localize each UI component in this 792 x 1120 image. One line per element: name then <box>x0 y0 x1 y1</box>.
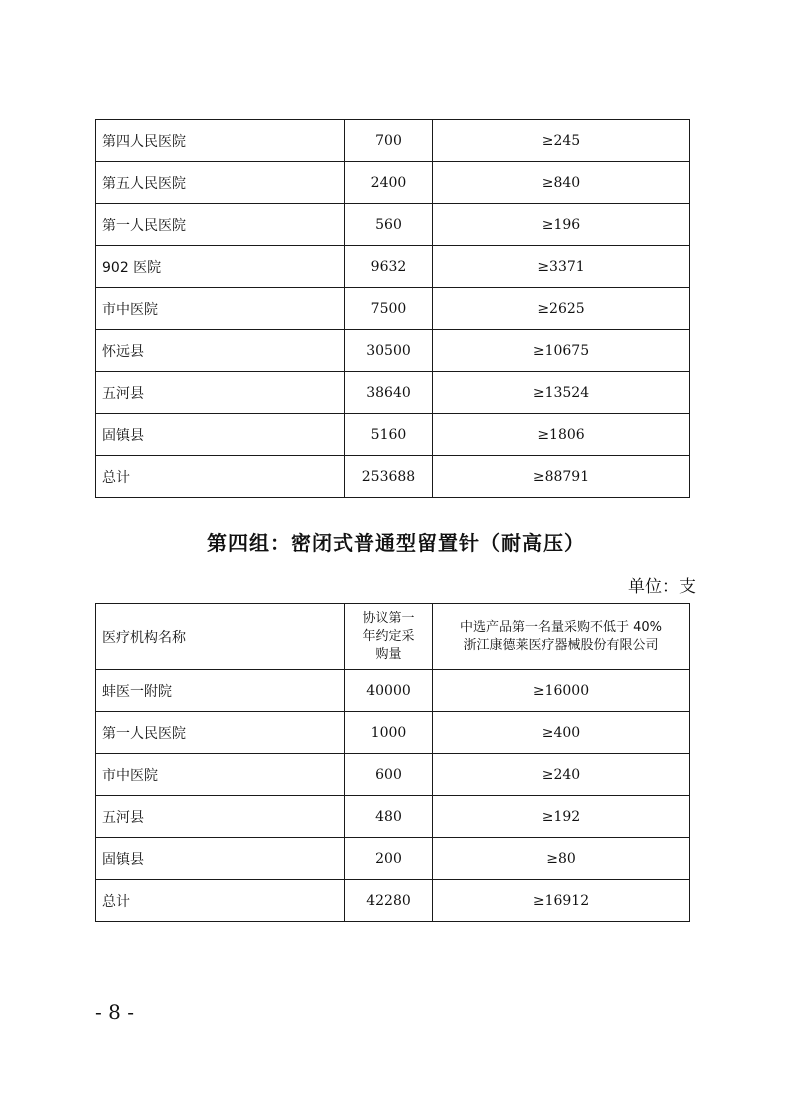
minimum-purchase: ≥840 <box>433 162 690 204</box>
table-row <box>96 162 690 204</box>
table-row <box>96 754 690 796</box>
header-line: 协议第一 <box>362 610 415 626</box>
table-row <box>96 712 690 754</box>
minimum-purchase: ≥10675 <box>433 330 690 372</box>
minimum-purchase: ≥192 <box>433 796 690 838</box>
section-title: 第四组：密闭式普通型留置针（耐高压） <box>207 531 585 555</box>
minimum-purchase: ≥400 <box>433 712 690 754</box>
institution-name: 902 医院 <box>96 246 345 288</box>
table-row <box>96 838 690 880</box>
institution-name: 怀远县 <box>96 330 345 372</box>
agreed-quantity: 700 <box>345 120 433 162</box>
table-row-total <box>96 880 690 922</box>
institution-name: 蚌医一附院 <box>96 670 345 712</box>
agreed-quantity: 38640 <box>345 372 433 414</box>
header-line: 浙江康德莱医疗器械股份有限公司 <box>463 637 659 653</box>
table-row <box>96 330 690 372</box>
agreed-quantity: 2400 <box>345 162 433 204</box>
institution-name: 第五人民医院 <box>96 162 345 204</box>
header-line: 年约定采 <box>362 628 415 644</box>
procurement-table-group3 <box>95 119 690 498</box>
table-row-total <box>96 456 690 498</box>
institution-name: 五河县 <box>96 796 345 838</box>
agreed-quantity: 9632 <box>345 246 433 288</box>
agreed-quantity: 200 <box>345 838 433 880</box>
agreed-quantity: 7500 <box>345 288 433 330</box>
table-header-row <box>96 604 690 670</box>
institution-name: 总计 <box>96 880 345 922</box>
agreed-quantity: 253688 <box>345 456 433 498</box>
column-header-institution: 医疗机构名称 <box>96 604 345 670</box>
table-row <box>96 120 690 162</box>
table-row <box>96 246 690 288</box>
agreed-quantity: 42280 <box>345 880 433 922</box>
institution-name: 固镇县 <box>96 838 345 880</box>
table-row <box>96 372 690 414</box>
minimum-purchase: ≥13524 <box>433 372 690 414</box>
agreed-quantity: 560 <box>345 204 433 246</box>
minimum-purchase: ≥245 <box>433 120 690 162</box>
agreed-quantity: 600 <box>345 754 433 796</box>
minimum-purchase: ≥2625 <box>433 288 690 330</box>
minimum-purchase: ≥1806 <box>433 414 690 456</box>
table-row <box>96 288 690 330</box>
table-row <box>96 414 690 456</box>
agreed-quantity: 30500 <box>345 330 433 372</box>
minimum-purchase: ≥16912 <box>433 880 690 922</box>
minimum-purchase: ≥240 <box>433 754 690 796</box>
table-row <box>96 796 690 838</box>
institution-name: 五河县 <box>96 372 345 414</box>
institution-name: 市中医院 <box>96 754 345 796</box>
institution-name: 第四人民医院 <box>96 120 345 162</box>
column-header-selected-product <box>433 604 690 670</box>
minimum-purchase: ≥88791 <box>433 456 690 498</box>
institution-name: 总计 <box>96 456 345 498</box>
institution-name: 第一人民医院 <box>96 204 345 246</box>
minimum-purchase: ≥80 <box>433 838 690 880</box>
institution-name: 市中医院 <box>96 288 345 330</box>
minimum-purchase: ≥3371 <box>433 246 690 288</box>
table-row <box>96 204 690 246</box>
minimum-purchase: ≥196 <box>433 204 690 246</box>
institution-name: 第一人民医院 <box>96 712 345 754</box>
agreed-quantity: 5160 <box>345 414 433 456</box>
agreed-quantity: 1000 <box>345 712 433 754</box>
header-line: 购量 <box>375 646 402 662</box>
agreed-quantity: 480 <box>345 796 433 838</box>
header-line: 中选产品第一名量采购不低于 40% <box>459 619 663 635</box>
institution-name: 固镇县 <box>96 414 345 456</box>
agreed-quantity: 40000 <box>345 670 433 712</box>
table-row <box>96 670 690 712</box>
page-number: - 8 - <box>95 1000 134 1024</box>
unit-label: 单位：支 <box>628 577 696 597</box>
minimum-purchase: ≥16000 <box>433 670 690 712</box>
procurement-table-group4 <box>95 603 690 922</box>
column-header-agreed-quantity <box>345 604 433 670</box>
